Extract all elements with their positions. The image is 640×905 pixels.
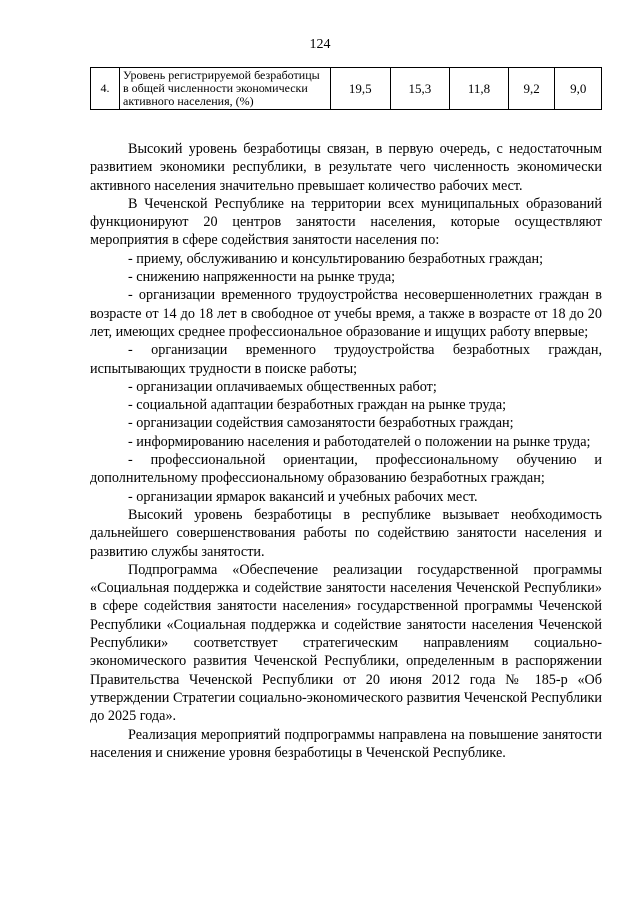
- paragraph: Высокий уровень безработицы связан, в первую очередь, с недостаточным развитием экономики республики, в результате чего численность экономически активного населения значительно превышает количество рабочих мест.: [90, 141, 602, 194]
- paragraph: Высокий уровень безработицы в республике вызывает необходимость дальнейшего совершенствования работы по содействию занятости населения и развитию службы занятости.: [90, 506, 602, 560]
- list-item: - социальной адаптации безработных граждан на рынке труда;: [128, 397, 507, 414]
- list-item: - профессиональной ориентации, профессиональному обучению и дополнительному профессиональному образованию безработных граждан;: [90, 452, 602, 487]
- list-item: - организации временного трудоустройства несовершеннолетних граждан в возрасте от 14 до 18 лет в свободное от учебы время, а также в возрасте от 18 до 20 лет, имеющих среднее профессиональное образование и ищущих работу впервые;: [90, 287, 602, 340]
- row-number: 4.: [91, 68, 120, 110]
- paragraph: Подпрограмма «Обеспечение реализации государственной программы «Социальная поддержка и содействие занятости населения Чеченской Республики» в сфере содействия занятости населения» государственной программы Чеченской Республики «Социальная поддержка и содействие занятости населения Чеченской Республики» соответствует стратегическим направлениям социально-экономического развития Чеченской Республики, определенным в распоряжении Правительства Чеченской Республики от 20 июня 2012 года № 185-р «Об утверждении Стратегии социально-экономического развития Чеченской Республики до 2025 года».: [90, 561, 602, 725]
- paragraph: Реализация мероприятий подпрограммы направлена на повышение занятости населения и снижение уровня безработицы в Чеченской Республике.: [90, 726, 602, 761]
- indicator-label: Уровень регистрируемой безработицы в общей численности экономически активного населения, (%): [120, 68, 331, 110]
- list-item: - организации ярмарок вакансий и учебных рабочих мест.: [128, 488, 478, 505]
- value-cell: 15,3: [390, 68, 450, 110]
- body-text: [90, 140, 602, 762]
- value-cell: 9,0: [555, 68, 602, 110]
- indicator-table: [90, 67, 602, 110]
- value-cell: 9,2: [508, 68, 555, 110]
- paragraph: В Чеченской Республике на территории всех муниципальных образований функционируют 20 центров занятости населения, которые осуществляют мероприятия в сфере содействия занятости населения по:: [90, 195, 602, 249]
- value-cell: 11,8: [450, 68, 509, 110]
- list-item: - снижению напряженности на рынке труда;: [128, 269, 396, 286]
- table-row: [91, 68, 602, 110]
- value-cell: 19,5: [331, 68, 391, 110]
- list-item: - информированию населения и работодателей о положении на рынке труда;: [128, 433, 591, 450]
- list-item: - организации оплачиваемых общественных работ;: [128, 378, 437, 395]
- list-item: - приему, обслуживанию и консультированию безработных граждан;: [128, 250, 544, 267]
- list-item: - организации временного трудоустройства безработных граждан, испытывающих трудности в поиске работы;: [90, 342, 602, 377]
- page-number: 124: [309, 37, 331, 52]
- list-item: - организации содействия самозанятости безработных граждан;: [128, 415, 514, 432]
